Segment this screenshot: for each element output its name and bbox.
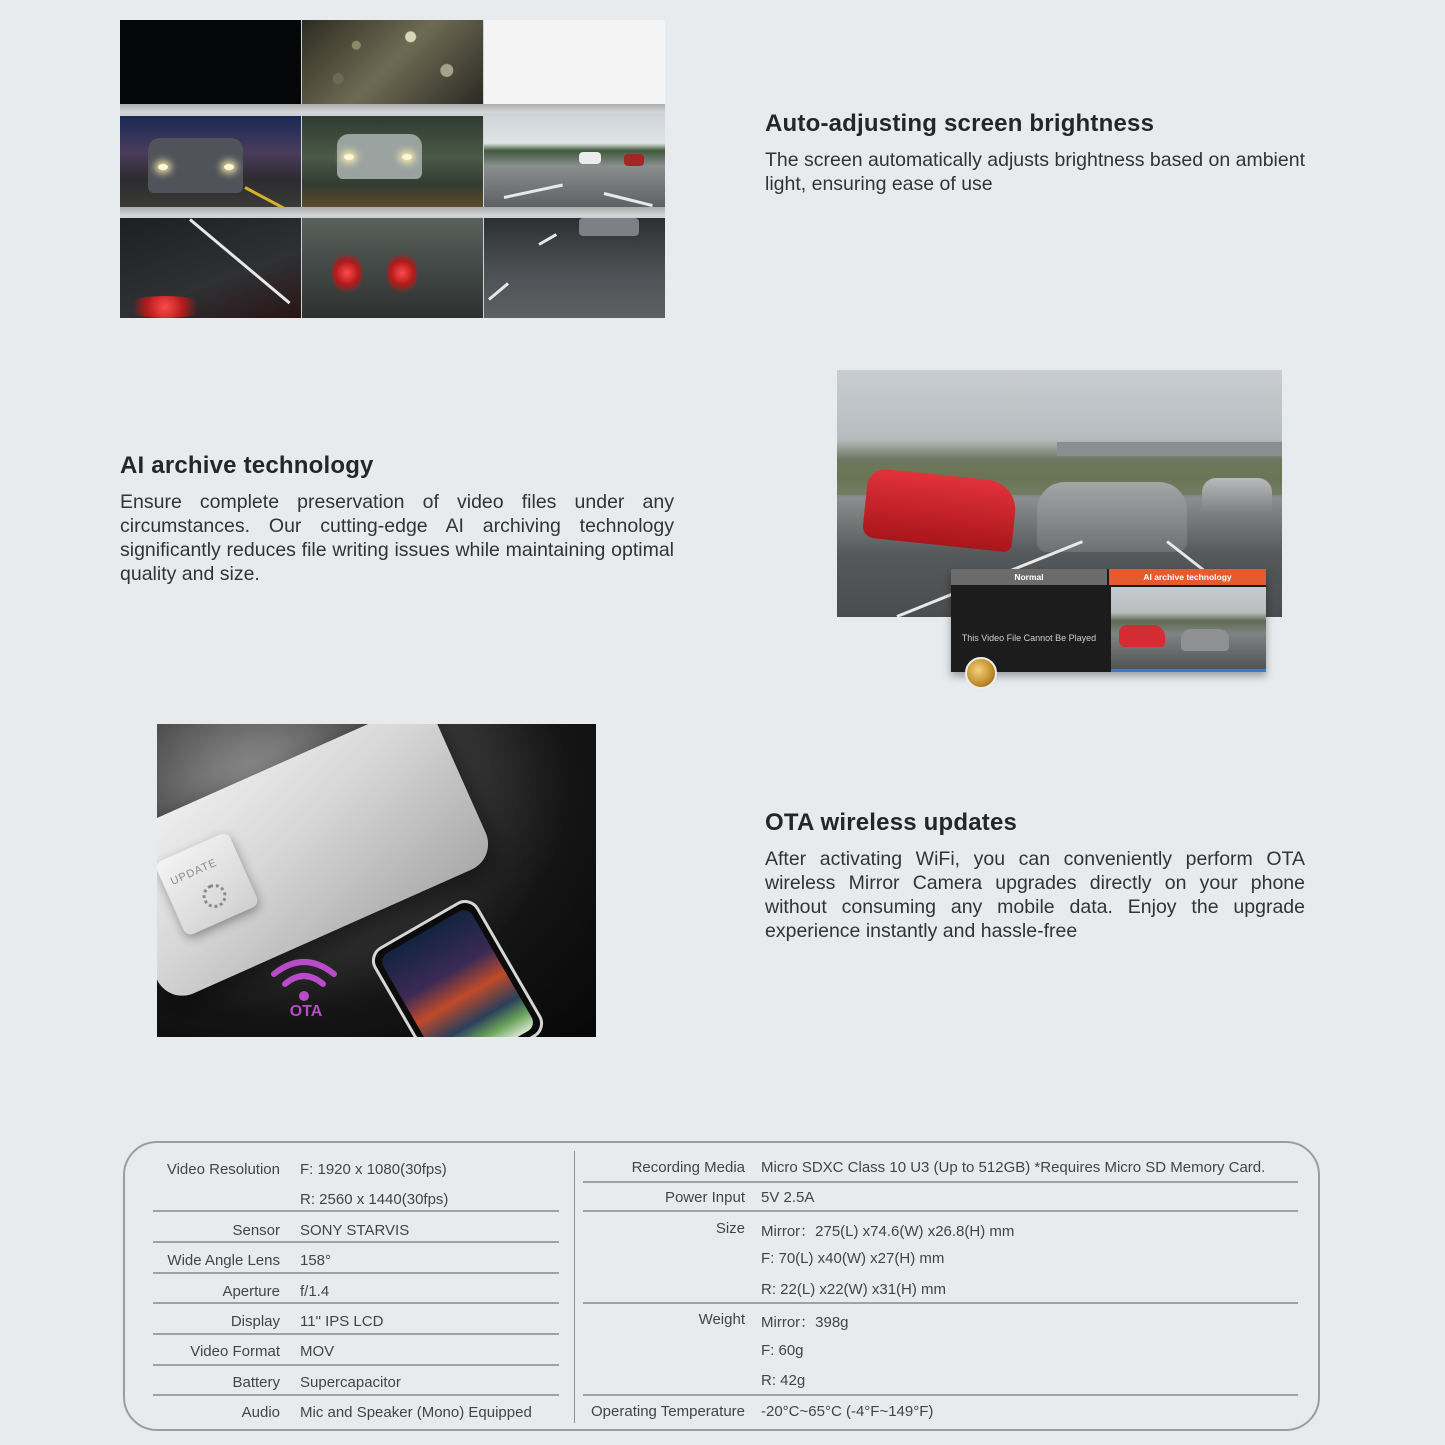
- spec-row-size-rear: [580, 1274, 1310, 1304]
- collage-brightness-strip: [120, 104, 665, 113]
- spec-row-size-front: [580, 1243, 1310, 1273]
- spec-value: f/1.4: [300, 1283, 330, 1300]
- ai-archive-video-preview: [1111, 587, 1266, 672]
- brightness-collage-image: [120, 20, 665, 318]
- feature-title: Auto-adjusting screen brightness: [765, 110, 1155, 137]
- grey-car: [1037, 482, 1187, 552]
- spec-value: MOV: [300, 1343, 335, 1360]
- spec-row-wide-angle-lens: [153, 1245, 563, 1275]
- spec-row-size: [580, 1213, 1310, 1243]
- normal-label: Normal: [951, 569, 1107, 585]
- spec-label: Audio: [241, 1404, 280, 1421]
- spec-row-weight: [580, 1304, 1310, 1334]
- collage-tile-dark: [120, 20, 301, 104]
- collage-tile-night-road: [484, 218, 665, 318]
- spec-row-display: [153, 1306, 563, 1336]
- collage-tile-bokeh: [302, 20, 483, 104]
- spec-row-weight-front: [580, 1335, 1310, 1365]
- spec-label: Wide Angle Lens: [167, 1252, 280, 1269]
- spec-value: Supercapacitor: [300, 1374, 401, 1391]
- spec-label: Size: [715, 1220, 745, 1237]
- spec-value: 11" IPS LCD: [300, 1313, 384, 1330]
- spec-separator: [153, 1210, 559, 1212]
- collage-tile-night-car: [120, 116, 301, 207]
- spec-separator: [583, 1210, 1298, 1212]
- spec-value: Mirror：275(L) x74.6(W) x26.8(H) mm: [761, 1223, 1015, 1240]
- overhead-sign-gantry: [1057, 442, 1282, 456]
- spec-value: 5V 2.5A: [761, 1189, 815, 1206]
- spec-value: Mic and Speaker (Mono) Equipped: [300, 1404, 532, 1421]
- spec-row-recording-media: [580, 1152, 1310, 1182]
- spec-row-video-resolution: [153, 1154, 563, 1184]
- ota-update-image: [157, 724, 596, 1037]
- collage-tile-day-road: [484, 116, 665, 207]
- spec-label: Video Format: [190, 1343, 280, 1360]
- update-text: UPDATE: [168, 856, 220, 888]
- collage-tile-dark-road: [120, 218, 301, 318]
- video-error-message: This Video File Cannot Be Played: [961, 633, 1097, 643]
- spec-separator: [153, 1302, 559, 1304]
- feature-title: OTA wireless updates: [765, 809, 1018, 836]
- feature-description: Ensure complete preservation of video files under any circumstances. Our cutting-edge AI archiving technology significantly reduces file writing issues while maintaining optimal quality and size.: [120, 491, 674, 585]
- collage-brightness-strip: [120, 207, 665, 216]
- spec-row-video-format: [153, 1336, 563, 1366]
- spec-value: R: 2560 x 1440(30fps): [300, 1191, 449, 1208]
- spec-value: R: 22(L) x22(W) x31(H) mm: [761, 1281, 947, 1298]
- spec-value: -20°C~65°C (-4°F~149°F): [761, 1403, 934, 1420]
- spec-label: Power Input: [664, 1189, 745, 1206]
- collage-tile-blurred-road: [302, 218, 483, 318]
- spec-value: Mirror：398g: [761, 1314, 849, 1331]
- spec-separator: [153, 1272, 559, 1274]
- spec-label: Sensor: [232, 1222, 280, 1239]
- spec-label: Battery: [232, 1374, 280, 1391]
- feature-brightness: [765, 110, 1305, 196]
- silver-car: [1202, 478, 1272, 514]
- spec-value: F: 70(L) x40(W) x27(H) mm: [761, 1250, 945, 1267]
- archive-comparison-panel: [951, 569, 1266, 672]
- spec-label: Aperture: [222, 1283, 280, 1300]
- feature-ota-updates: [765, 809, 1305, 943]
- collage-tile-rain-car: [302, 116, 483, 207]
- smartphone-image: [366, 894, 549, 1037]
- spec-label: Video Resolution: [166, 1161, 280, 1178]
- ota-label: OTA: [289, 1003, 323, 1020]
- spec-value: SONY STARVIS: [300, 1222, 410, 1239]
- spec-value: R: 42g: [761, 1372, 806, 1389]
- spec-value: F: 1920 x 1080(30fps): [300, 1161, 447, 1178]
- spec-column-divider: [574, 1151, 575, 1423]
- spec-value: Micro SDXC Class 10 U3 (Up to 512GB) *Requires Micro SD Memory Card.: [761, 1159, 1266, 1176]
- spec-separator: [153, 1333, 559, 1335]
- feature-description: After activating WiFi, you can conveniently perform OTA wireless Mirror Camera upgrades directly on your phone without consuming any mobile data. Enjoy the upgrade experience instantly and hassle-free: [765, 848, 1305, 942]
- spec-separator: [153, 1394, 559, 1396]
- spinner-icon: [199, 880, 231, 912]
- spec-row-weight-rear: [580, 1365, 1310, 1395]
- spec-row-power-input: [580, 1182, 1310, 1212]
- spec-value: 158°: [300, 1252, 332, 1269]
- spec-row-operating-temperature: [580, 1396, 1310, 1426]
- spec-row-battery: [153, 1367, 563, 1397]
- spec-separator: [153, 1241, 559, 1243]
- spec-value: F: 60g: [761, 1342, 804, 1359]
- loading-icon: [965, 657, 997, 689]
- feature-ai-archive: [120, 452, 674, 586]
- ai-archive-label: AI archive technology: [1109, 569, 1266, 585]
- spec-label: Operating Temperature: [591, 1403, 745, 1420]
- feature-title: AI archive technology: [120, 452, 374, 479]
- collage-tile-bright: [484, 20, 665, 104]
- spec-separator: [153, 1364, 559, 1366]
- spec-row-audio: [153, 1397, 563, 1427]
- feature-description: The screen automatically adjusts brightness based on ambient light, ensuring ease of use: [765, 149, 1305, 195]
- wifi-icon: [269, 956, 339, 1006]
- spec-label: Weight: [698, 1311, 745, 1328]
- spec-label: Recording Media: [631, 1159, 745, 1176]
- spec-label: Display: [230, 1313, 280, 1330]
